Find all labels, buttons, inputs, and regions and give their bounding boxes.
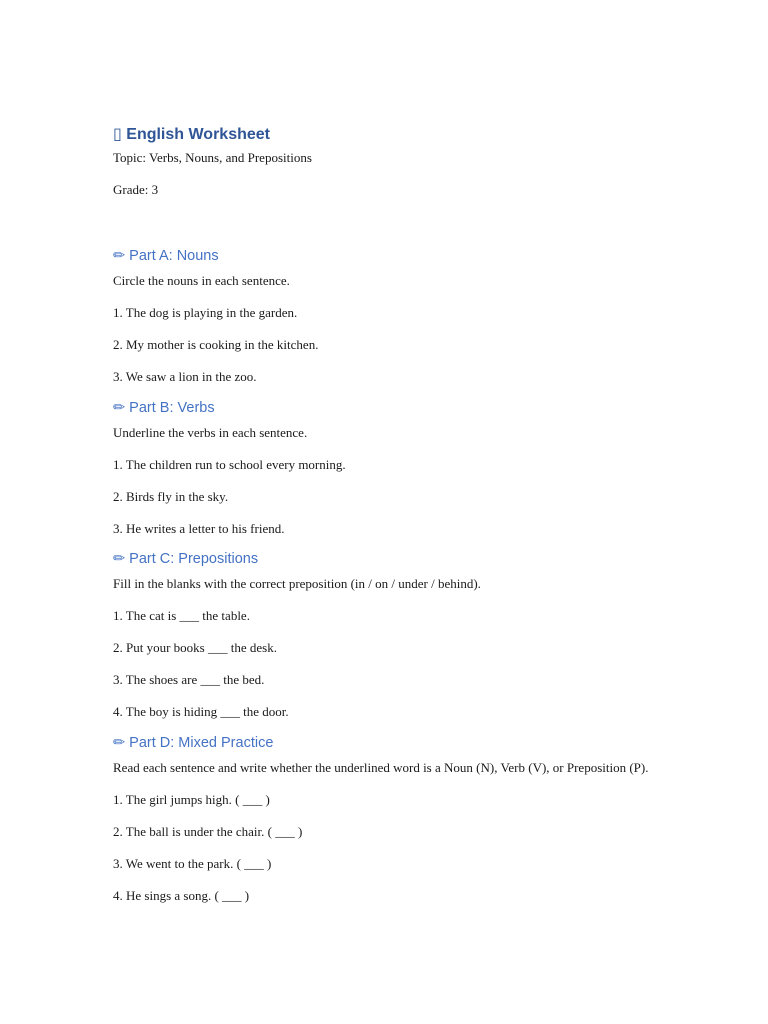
topic-line: Topic: Verbs, Nouns, and Prepositions <box>113 150 312 165</box>
section-heading <box>113 245 673 267</box>
section-heading-text: Part C: Prepositions <box>129 551 259 567</box>
list-item: 1. The girl jumps high. ( ___ ) <box>113 792 270 807</box>
list-item: 4. He sings a song. ( ___ ) <box>113 888 250 903</box>
list-item: 2. The ball is under the chair. ( ___ ) <box>113 824 303 839</box>
worksheet-title-text: English Worksheet <box>126 126 270 143</box>
document-icon: ▯ <box>113 126 122 143</box>
list-item: 2. Put your books ___ the desk. <box>113 640 277 655</box>
list-item: 1. The dog is playing in the garden. <box>113 305 298 320</box>
section-part-a <box>113 245 673 399</box>
worksheet-title <box>113 124 270 144</box>
section-heading <box>113 548 673 570</box>
section-part-b <box>113 397 673 551</box>
list-item: 3. We saw a lion in the zoo. <box>113 369 257 384</box>
section-instruction: Fill in the blanks with the correct preposition (in / on / under / behind). <box>113 576 481 591</box>
section-part-c <box>113 548 673 734</box>
grade-line: Grade: 3 <box>113 182 159 197</box>
section-heading-text: Part D: Mixed Practice <box>129 735 274 751</box>
section-instruction: Underline the verbs in each sentence. <box>113 425 308 440</box>
list-item: 2. Birds fly in the sky. <box>113 489 229 504</box>
section-heading-text: Part A: Nouns <box>129 248 219 264</box>
list-item: 3. He writes a letter to his friend. <box>113 521 285 536</box>
list-item: 3. We went to the park. ( ___ ) <box>113 856 272 871</box>
list-item: 2. My mother is cooking in the kitchen. <box>113 337 319 352</box>
pencil-icon: ✏ <box>113 735 126 751</box>
section-instruction: Read each sentence and write whether the underlined word is a Noun (N), Verb (V), or Preposition (P). <box>113 760 649 775</box>
section-heading <box>113 397 673 419</box>
list-item: 3. The shoes are ___ the bed. <box>113 672 265 687</box>
pencil-icon: ✏ <box>113 248 126 264</box>
section-part-d <box>113 732 673 918</box>
list-item: 1. The cat is ___ the table. <box>113 608 250 623</box>
section-heading <box>113 732 673 754</box>
pencil-icon: ✏ <box>113 400 126 416</box>
pencil-icon: ✏ <box>113 551 126 567</box>
section-instruction: Circle the nouns in each sentence. <box>113 273 290 288</box>
list-item: 1. The children run to school every morning. <box>113 457 346 472</box>
section-heading-text: Part B: Verbs <box>129 400 215 416</box>
list-item: 4. The boy is hiding ___ the door. <box>113 704 289 719</box>
